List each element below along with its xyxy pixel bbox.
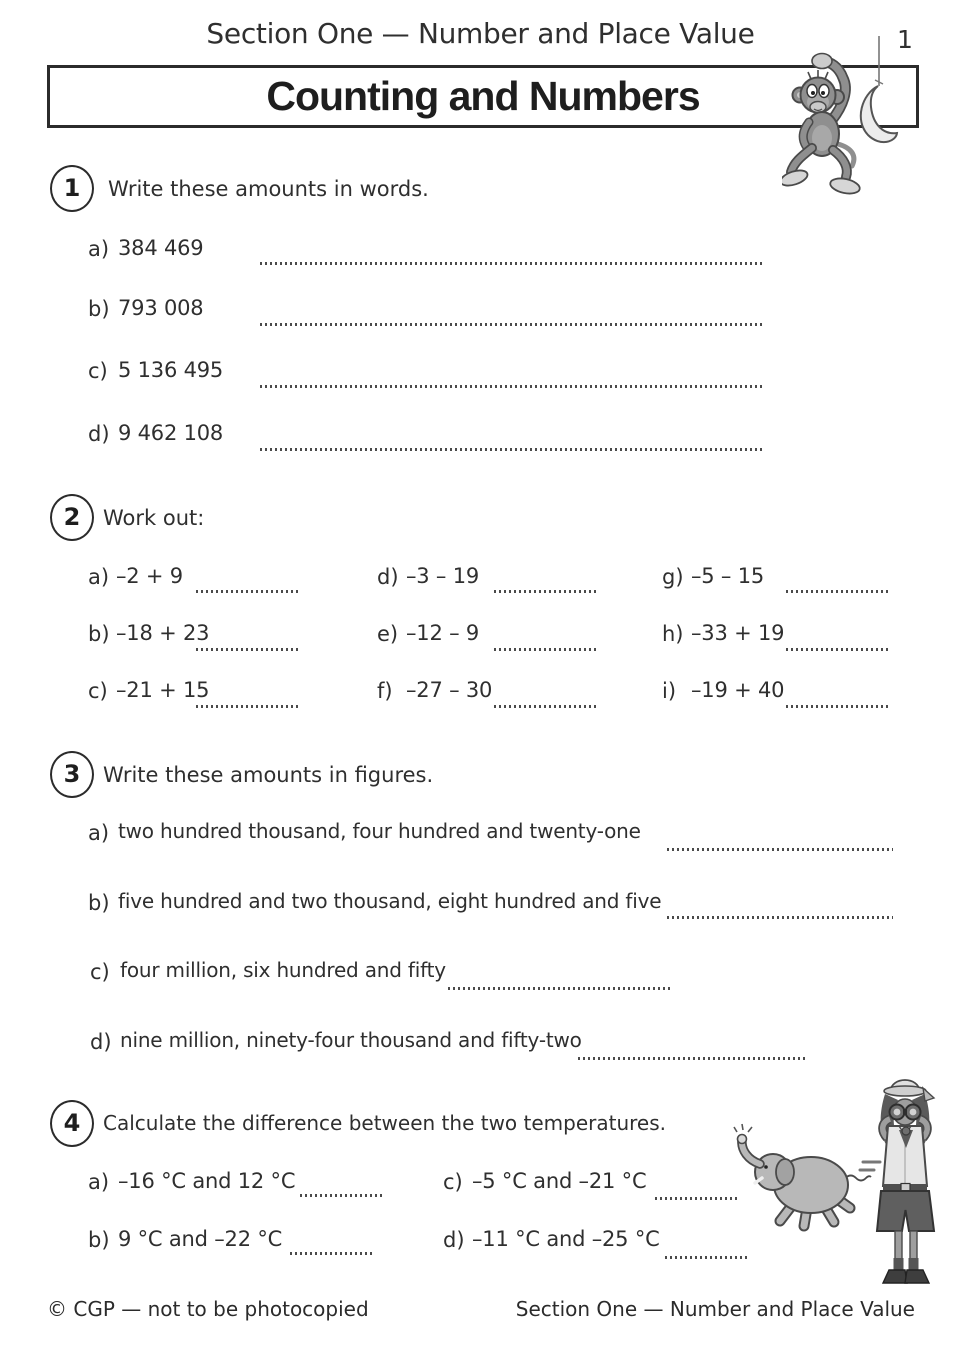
q3-instruction: Write these amounts in figures.	[103, 763, 434, 787]
q3d-answer-line[interactable]	[578, 1057, 805, 1060]
q2i-label: i)	[662, 679, 677, 703]
q3a-answer-line[interactable]	[667, 848, 893, 851]
q2d-answer-line[interactable]	[494, 590, 596, 593]
q4b-label: b)	[88, 1228, 110, 1252]
footer-copyright: © CGP — not to be photocopied	[47, 1297, 369, 1321]
q1a-answer-line[interactable]	[260, 262, 765, 265]
section-header: Section One — Number and Place Value	[206, 17, 755, 50]
q4b-value: 9 °C and –22 °C	[118, 1227, 283, 1251]
q4d-value: –11 °C and –25 °C	[472, 1227, 660, 1251]
q2h-value: –33 + 19	[691, 621, 785, 645]
q1-instruction: Write these amounts in words.	[108, 177, 429, 201]
q2c-label: c)	[88, 679, 108, 703]
q4-number-circle	[50, 1100, 94, 1147]
q1d-answer-line[interactable]	[260, 448, 765, 451]
q1d-label: d)	[88, 422, 110, 446]
q2e-answer-line[interactable]	[494, 648, 596, 651]
q2g-label: g)	[662, 565, 684, 589]
q2-instruction: Work out:	[103, 506, 205, 530]
q3c-value: four million, six hundred and fifty	[120, 958, 446, 982]
q2a-label: a)	[88, 565, 110, 589]
q3a-value: two hundred thousand, four hundred and twenty-one	[118, 819, 641, 843]
q3b-label: b)	[88, 891, 110, 915]
q2d-label: d)	[377, 565, 399, 589]
q2i-answer-line[interactable]	[786, 705, 888, 708]
q2a-value: –2 + 9	[116, 564, 183, 588]
monkey-banana-illustration	[782, 34, 960, 202]
q1b-label: b)	[88, 297, 110, 321]
q3b-answer-line[interactable]	[667, 916, 893, 919]
explorer-elephant-illustration	[733, 1078, 943, 1296]
q2e-label: e)	[377, 622, 399, 646]
q1c-value: 5 136 495	[118, 358, 224, 382]
q2i-value: –19 + 40	[691, 678, 785, 702]
q4b-answer-line[interactable]	[290, 1252, 374, 1255]
q4-instruction: Calculate the difference between the two temperatures.	[103, 1111, 667, 1135]
q2c-answer-line[interactable]	[196, 705, 298, 708]
q3c-label: c)	[90, 960, 110, 984]
q2b-value: –18 + 23	[116, 621, 210, 645]
q1b-answer-line[interactable]	[260, 323, 765, 326]
q4a-label: a)	[88, 1170, 110, 1194]
q4a-value: –16 °C and 12 °C	[118, 1169, 296, 1193]
q1-number-circle	[50, 165, 94, 212]
q2f-answer-line[interactable]	[494, 705, 596, 708]
q1c-answer-line[interactable]	[260, 385, 765, 388]
q2e-value: –12 – 9	[406, 621, 480, 645]
q4-number: 4	[63, 1108, 81, 1137]
q2g-answer-line[interactable]	[786, 590, 888, 593]
q4c-answer-line[interactable]	[655, 1197, 738, 1200]
q3d-value: nine million, ninety-four thousand and fifty-two	[120, 1028, 582, 1052]
q3b-value: five hundred and two thousand, eight hundred and five	[118, 889, 662, 913]
q2b-label: b)	[88, 622, 110, 646]
q1c-label: c)	[88, 359, 108, 383]
q2g-value: –5 – 15	[691, 564, 765, 588]
q1-number: 1	[63, 173, 81, 202]
q4d-label: d)	[443, 1228, 465, 1252]
q2b-answer-line[interactable]	[196, 648, 298, 651]
q3d-label: d)	[90, 1030, 112, 1054]
worksheet-title: Counting and Numbers	[266, 72, 700, 119]
q2h-label: h)	[662, 622, 684, 646]
footer-section: Section One — Number and Place Value	[515, 1297, 915, 1321]
q1d-value: 9 462 108	[118, 421, 224, 445]
q2a-answer-line[interactable]	[196, 590, 298, 593]
q1b-value: 793 008	[118, 296, 204, 320]
q3-number: 3	[63, 759, 81, 788]
q2f-value: –27 – 30	[406, 678, 493, 702]
q2f-label: f)	[377, 679, 393, 703]
q2d-value: –3 – 19	[406, 564, 480, 588]
q2h-answer-line[interactable]	[786, 648, 888, 651]
q1a-value: 384 469	[118, 236, 204, 260]
q2-number: 2	[63, 502, 81, 531]
q3c-answer-line[interactable]	[448, 987, 672, 990]
page-number: 1	[897, 25, 913, 54]
q4c-label: c)	[443, 1170, 463, 1194]
q2c-value: –21 + 15	[116, 678, 210, 702]
q3a-label: a)	[88, 821, 110, 845]
q4c-value: –5 °C and –21 °C	[472, 1169, 647, 1193]
q1a-label: a)	[88, 237, 110, 261]
q3-number-circle	[50, 751, 94, 798]
q4a-answer-line[interactable]	[300, 1194, 384, 1197]
q2-number-circle	[50, 494, 94, 541]
